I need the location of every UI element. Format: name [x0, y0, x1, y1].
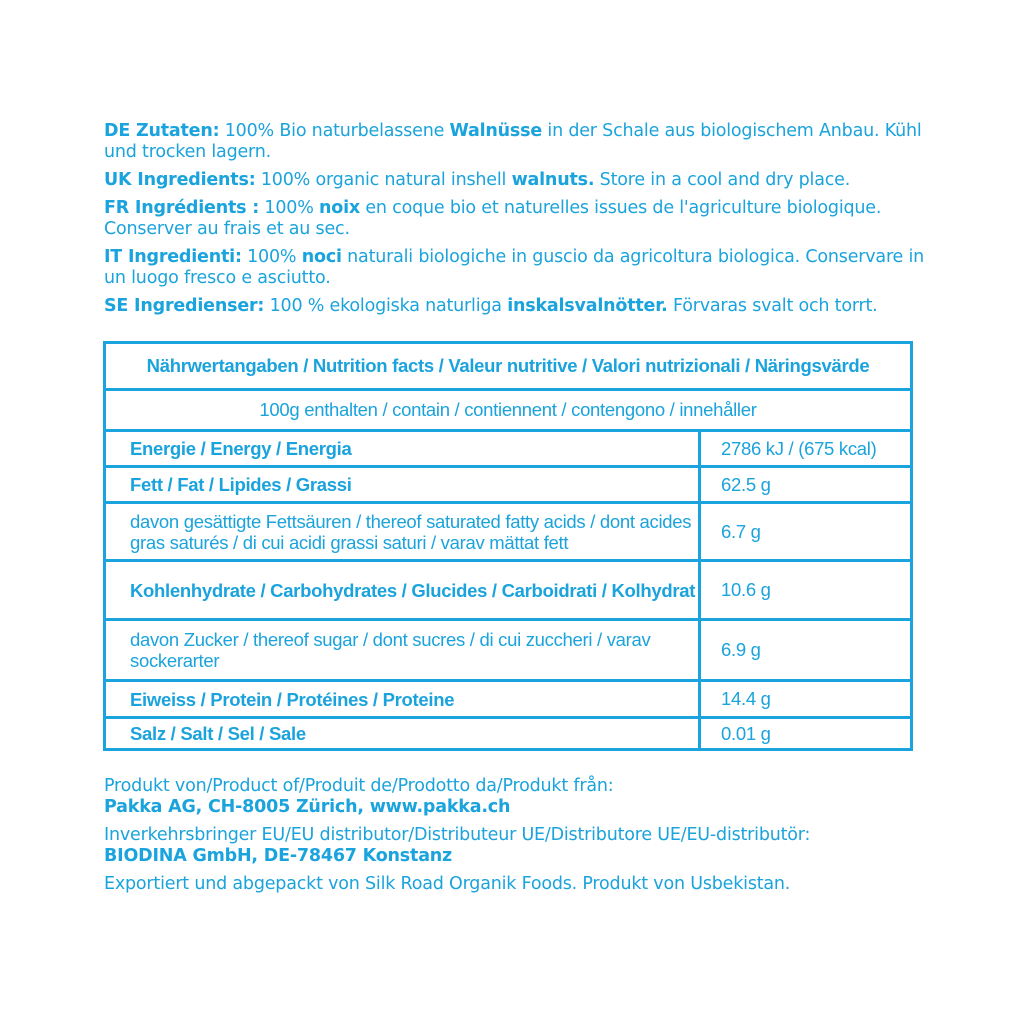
ingredients-it-code: IT Ingredienti:: [104, 247, 242, 267]
nutrient-value-protein: 14.4 g: [721, 688, 771, 709]
nutrient-name-protein: Eiweiss / Protein / Protéines / Proteine: [106, 682, 701, 716]
ingredients-it-post: naturali biologiche in guscio da agricoltura biologica. Conservare in un luogo fresco e asciutto.: [104, 247, 925, 288]
nutrient-value-energy: 2786 kJ / (675 kcal): [721, 437, 877, 459]
ingredients-se-code: SE Ingredienser:: [104, 296, 265, 316]
nutrition-title-row: [106, 344, 910, 391]
nutrition-row-energy: [106, 432, 910, 468]
footer-section: [104, 776, 934, 895]
ingredients-fr: [104, 198, 934, 240]
nutrition-row-protein: [106, 682, 910, 719]
ingredients-se-post: Förvaras svalt och torrt.: [667, 296, 878, 316]
ingredients-de-code: DE Zutaten:: [104, 121, 220, 141]
ingredients-uk-code: UK Ingredients:: [104, 170, 256, 190]
nutrition-title: Nährwertangaben / Nutrition facts / Valeur nutritive / Valori nutrizionali / Näringsvärde: [146, 355, 870, 376]
ingredients-it-pre: 100%: [241, 247, 302, 267]
ingredients-fr-post: en coque bio et naturelles issues de l'agriculture biologique. Conserver au frais et au sec.: [104, 198, 882, 239]
export-note: Exportiert und abgepackt von Silk Road Organik Foods. Produkt von Usbekistan.: [104, 874, 791, 894]
ingredients-section: [104, 121, 934, 324]
nutrition-table: [103, 341, 913, 751]
nutrition-row-fat: [106, 468, 910, 504]
ingredients-fr-code: FR Ingrédients :: [104, 198, 260, 218]
ingredients-de-post: in der Schale aus biologischem Anbau. Kühl und trocken lagern.: [104, 121, 922, 162]
nutrient-name-carbohydrates: Kohlenhydrate / Carbohydrates / Glucides / Carboidrati / Kolhydrat: [106, 562, 701, 618]
nutrient-name-fat: Fett / Fat / Lipides / Grassi: [106, 468, 701, 501]
nutrition-row-saturated-fat: [106, 504, 910, 562]
nutrient-value-salt: 0.01 g: [721, 722, 771, 744]
ingredients-it: [104, 247, 934, 289]
nutrition-row-salt: [106, 719, 910, 748]
nutrient-name-saturated-fat: davon gesättigte Fettsäuren / thereof saturated fatty acids / dont acides gras saturés / di cui acidi grassi saturi / varav mättat fett: [106, 504, 701, 559]
nutrition-subtitle-row: [106, 391, 910, 432]
ingredients-uk-post: Store in a cool and dry place.: [594, 170, 851, 190]
nutrition-subtitle: 100g enthalten / contain / contiennent / contengono / innehåller: [259, 399, 757, 420]
nutrient-name-salt: Salz / Salt / Sel / Sale: [106, 719, 701, 748]
ingredients-se-bold: inskalsvalnötter.: [507, 296, 668, 316]
ingredients-it-bold: noci: [301, 247, 342, 267]
ingredients-se-pre: 100 % ekologiska naturliga: [264, 296, 508, 316]
nutrient-value-saturated-fat: 6.7 g: [721, 520, 761, 542]
nutrient-value-sugar: 6.9 g: [721, 639, 761, 660]
distributor-label: Inverkehrsbringer EU/EU distributor/Distributeur UE/Distributore UE/EU-distributör:: [104, 825, 811, 845]
ingredients-uk-pre: 100% organic natural inshell: [255, 170, 512, 190]
nutrient-value-carbohydrates: 10.6 g: [721, 579, 771, 600]
nutrition-row-carbohydrates: [106, 562, 910, 621]
ingredients-uk: [104, 170, 934, 191]
ingredients-fr-bold: noix: [319, 198, 360, 218]
nutrient-name-energy: Energie / Energy / Energia: [106, 432, 701, 465]
ingredients-de-bold: Walnüsse: [449, 121, 543, 141]
ingredients-se: [104, 296, 934, 317]
ingredients-fr-pre: 100%: [259, 198, 320, 218]
ingredients-uk-bold: walnuts.: [511, 170, 595, 190]
producer-label: Produkt von/Product of/Produit de/Prodotto da/Produkt från:: [104, 776, 614, 796]
ingredients-de: [104, 121, 934, 163]
distributor-name: BIODINA GmbH, DE-78467 Konstanz: [104, 846, 453, 866]
nutrient-value-fat: 62.5 g: [721, 473, 771, 495]
nutrition-row-sugar: [106, 621, 910, 682]
producer-name: Pakka AG, CH-8005 Zürich, www.pakka.ch: [104, 797, 511, 817]
nutrient-name-sugar: davon Zucker / thereof sugar / dont sucres / di cui zuccheri / varav sockerarter: [106, 621, 701, 679]
ingredients-de-pre: 100% Bio naturbelassene: [219, 121, 450, 141]
